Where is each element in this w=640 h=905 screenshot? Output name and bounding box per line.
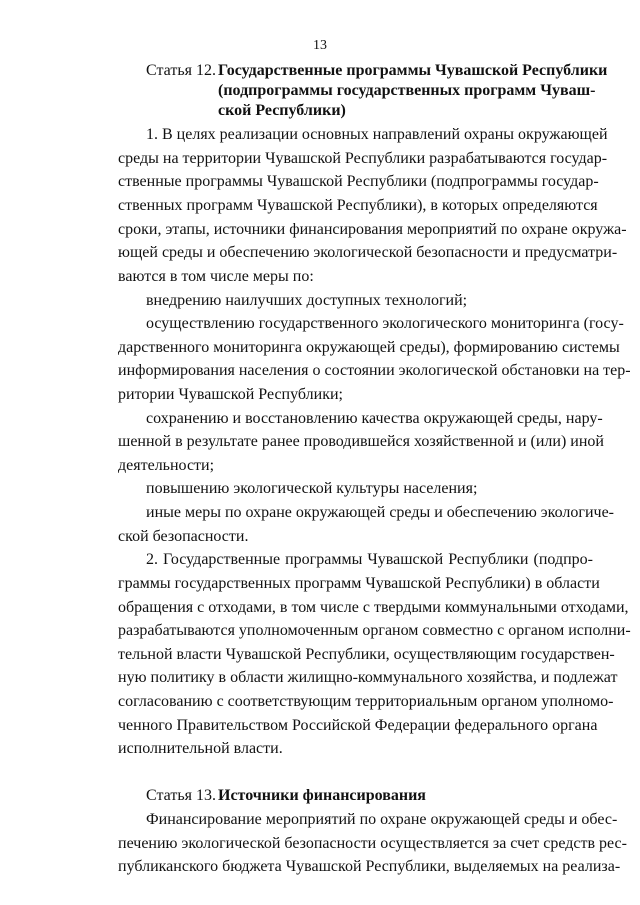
text-line: ющей среды и обеспечению экологической безопасности и предусматри- xyxy=(118,244,618,261)
text-line: ской безопасности. xyxy=(118,528,249,545)
text-line: обращения с отходами, в том числе с твердыми коммунальными отходами, xyxy=(118,599,629,616)
text-line: ваются в том числе меры по: xyxy=(118,268,314,285)
text-line: исполнительной власти. xyxy=(118,740,283,757)
text-line: тельной власти Чувашской Республики, осуществляющим государствен- xyxy=(118,646,615,663)
article-12-title-line2: (подпрограммы государственных программ Чуваш- xyxy=(218,82,596,99)
text-line: печению экологической безопасности осуществляется за счет средств рес- xyxy=(118,835,627,852)
text-line: осуществлению государственного экологического мониторинга (госу- xyxy=(146,315,624,332)
text-line: шенной в результате ранее проводившейся хозяйственной и (или) иной xyxy=(118,433,604,450)
text-line: информирования населения о состоянии экологической обстановки на тер- xyxy=(118,362,631,379)
text-line: ственных программ Чувашской Республики), в которых определяются xyxy=(118,197,598,214)
article-13-title: Источники финансирования xyxy=(218,787,426,804)
text-line: повышению экологической культуры населения; xyxy=(146,480,478,497)
text-line: ственные программы Чувашской Республики (подпрограммы государ- xyxy=(118,173,599,190)
text-line: ченного Правительством Российской Федерации федерального органа xyxy=(118,717,598,734)
article-12-title-line3: ской Республики) xyxy=(218,102,346,119)
text-line: иные меры по охране окружающей среды и обеспечению экологиче- xyxy=(146,504,614,521)
text-line: внедрению наилучших доступных технологий; xyxy=(146,292,468,309)
page-number: 13 xyxy=(313,38,327,53)
text-line: сроки, этапы, источники финансирования мероприятий по охране окружа- xyxy=(118,221,627,238)
text-line: разрабатываются уполномоченным органом совместно с органом исполни- xyxy=(118,622,631,639)
text-line: дарственного мониторинга окружающей среды), формированию системы xyxy=(118,339,620,356)
text-line: 2. Государственные программы Чувашской Республики (подпро- xyxy=(146,551,593,568)
text-line: 1. В целях реализации основных направлений охраны окружающей xyxy=(146,126,608,143)
text-line: согласованию с соответствующим территориальным органом уполномо- xyxy=(118,693,614,710)
text-line: граммы государственных программ Чувашской Республики) в области xyxy=(118,575,600,592)
text-line: публиканского бюджета Чувашской Республики, выделяемых на реализа- xyxy=(118,858,621,875)
text-line: среды на территории Чувашской Республики разрабатываются государ- xyxy=(118,150,608,167)
text-line: ную политику в области жилищно-коммунального хозяйства, и подлежат xyxy=(118,669,618,686)
text-line: сохранению и восстановлению качества окружающей среды, нару- xyxy=(146,410,603,427)
article-12-title-line1: Государственные программы Чувашской Республики xyxy=(218,62,608,79)
text-line: ритории Чувашской Республики; xyxy=(118,386,343,403)
text-line: Финансирование мероприятий по охране окружающей среды и обес- xyxy=(146,811,618,828)
article-13-label: Статья 13. xyxy=(146,787,216,804)
text-line: деятельности; xyxy=(118,457,215,474)
article-12-label: Статья 12. xyxy=(146,62,216,79)
